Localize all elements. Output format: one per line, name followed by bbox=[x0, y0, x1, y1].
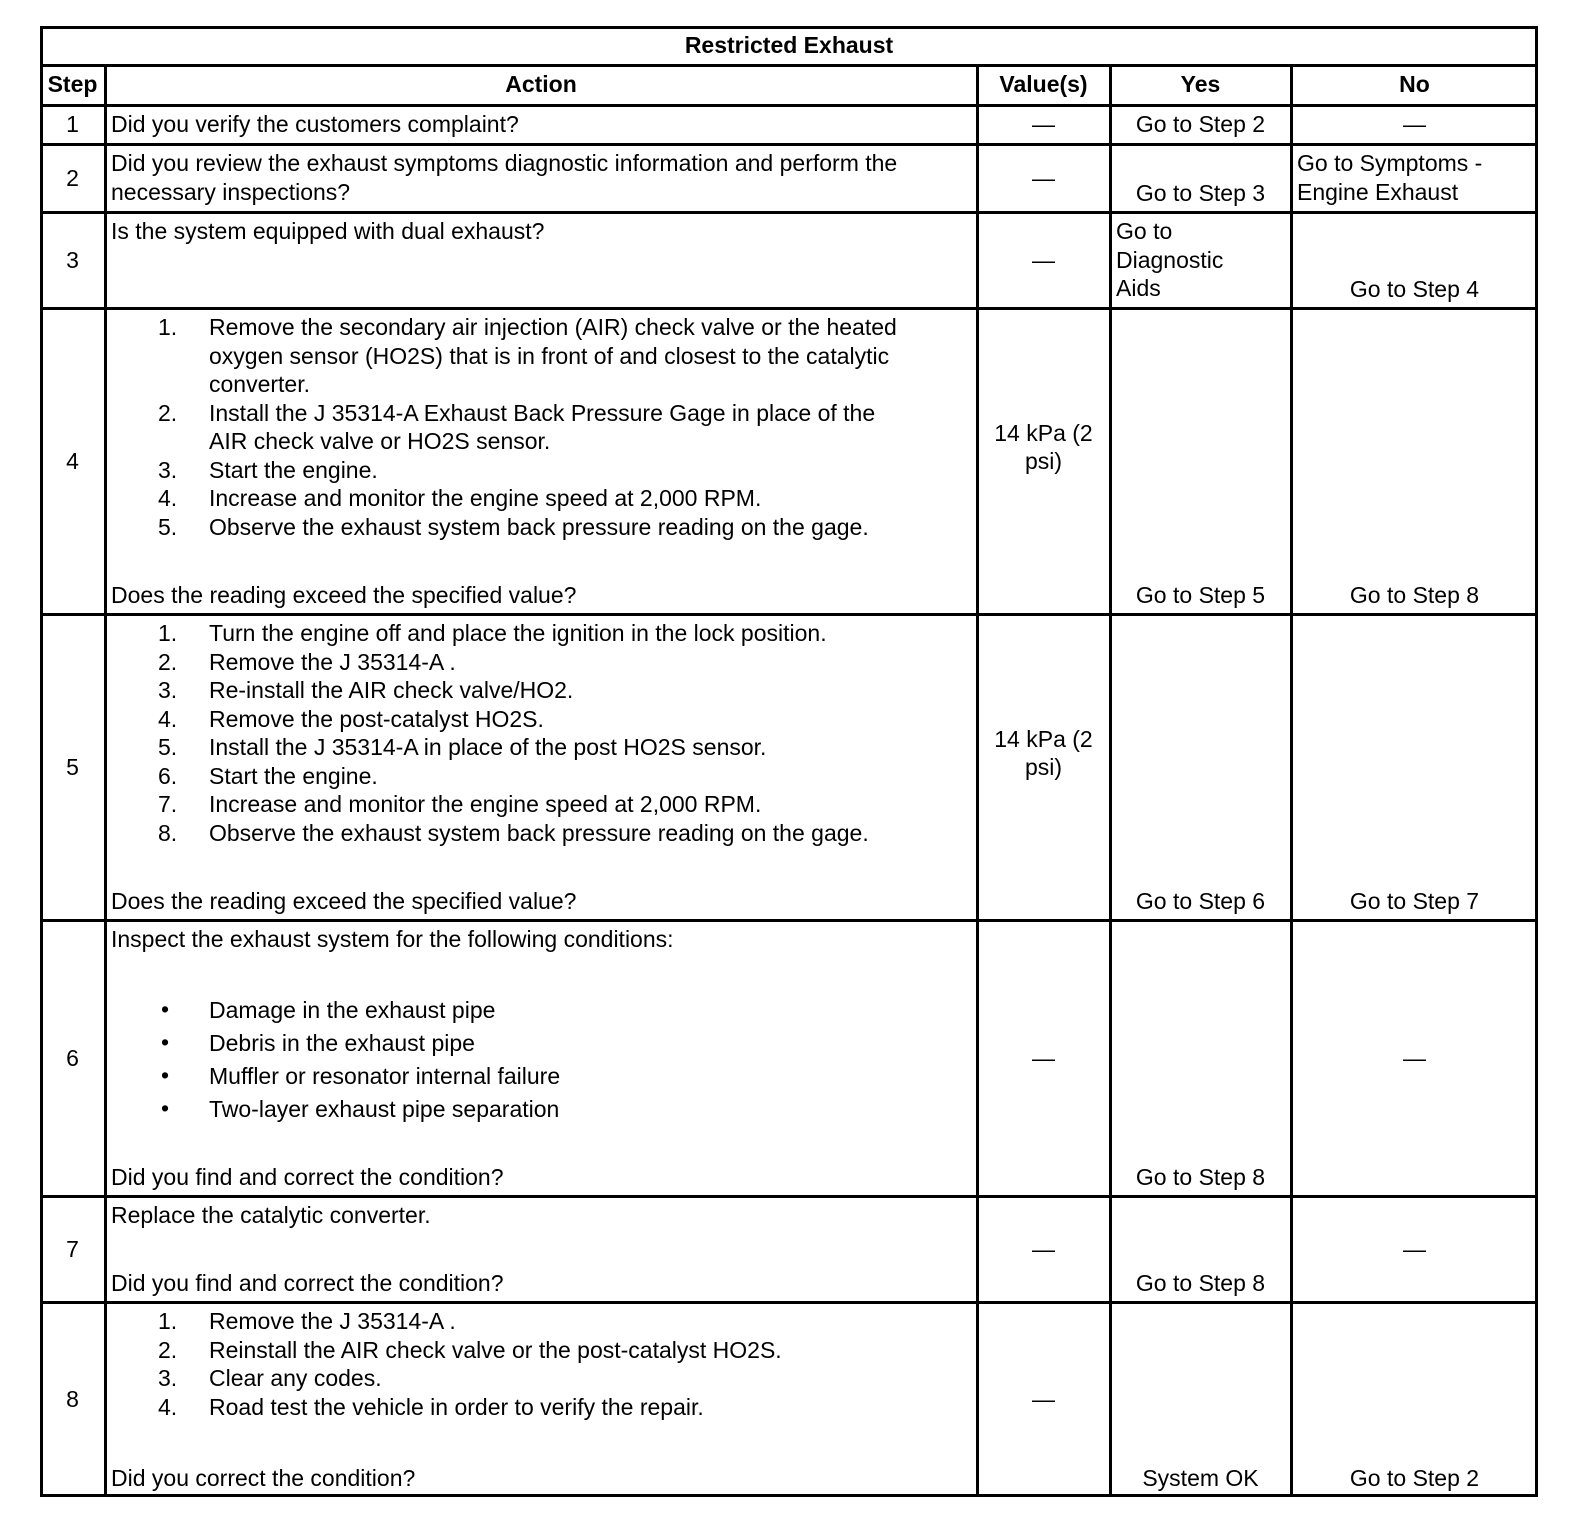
yes-cell: System OK bbox=[1142, 1464, 1259, 1491]
step-item-text: Re-install the AIR check valve/HO2. bbox=[209, 677, 574, 703]
yes-line: Diagnostic bbox=[1116, 246, 1224, 273]
bullet-icon: • bbox=[161, 995, 170, 1022]
step-item-text: Road test the vehicle in order to verify the repair. bbox=[209, 1393, 704, 1420]
step-item-text: Install the J 35314-A Exhaust Back Pressure Gage in place of the bbox=[209, 399, 876, 426]
table-border-top bbox=[40, 26, 1538, 29]
step-item-text: Remove the J 35314-A . bbox=[209, 1308, 456, 1334]
value-cell: — bbox=[1032, 1235, 1055, 1262]
step-item-text: Observe the exhaust system back pressure reading on the gage. bbox=[209, 513, 869, 540]
step-item-text: Increase and monitor the engine speed at 2,000 RPM. bbox=[209, 791, 762, 817]
value-line: psi) bbox=[1024, 754, 1063, 780]
step-number: 5 bbox=[66, 753, 79, 780]
header-action: Action bbox=[505, 71, 577, 97]
value-cell: — bbox=[1032, 164, 1055, 191]
step-item-number: 3. bbox=[158, 456, 178, 483]
step-item-number: 1. bbox=[158, 314, 178, 340]
step-item-number: 7. bbox=[158, 791, 178, 817]
step-item-text: oxygen sensor (HO2S) that is in front of and closest to the catalytic bbox=[209, 342, 890, 369]
table-border-bottom bbox=[40, 1494, 1538, 1497]
yes-cell: Go to Step 8 bbox=[1135, 1269, 1266, 1296]
step-number: 8 bbox=[66, 1386, 79, 1413]
yes-line: Go to bbox=[1116, 218, 1173, 244]
step-item-text: Remove the J 35314-A . bbox=[209, 648, 456, 675]
no-cell: Go to Step 2 bbox=[1349, 1464, 1480, 1491]
value-line: 14 kPa (2 bbox=[994, 725, 1093, 752]
no-cell: Go to Step 8 bbox=[1349, 581, 1480, 608]
step-item-text: Reinstall the AIR check valve or the post-catalyst HO2S. bbox=[209, 1336, 782, 1363]
no-cell: — bbox=[1403, 1235, 1426, 1262]
step-number: 7 bbox=[66, 1235, 79, 1262]
step-item-number: 4. bbox=[158, 485, 178, 511]
row-divider bbox=[40, 307, 1538, 310]
bullet-icon: • bbox=[161, 1094, 170, 1121]
header-no: No bbox=[1399, 71, 1430, 97]
step-item-number: 3. bbox=[158, 677, 178, 703]
action-question: Does the reading exceed the specified value? bbox=[111, 887, 577, 914]
step-item-number: 1. bbox=[158, 1308, 178, 1334]
step-item-text: Remove the post-catalyst HO2S. bbox=[209, 705, 544, 732]
no-cell: — bbox=[1403, 111, 1426, 138]
step-number: 3 bbox=[66, 246, 79, 273]
no-line: Engine Exhaust bbox=[1297, 178, 1459, 205]
step-item-number: 4. bbox=[158, 705, 178, 732]
step-item-text: Clear any codes. bbox=[209, 1365, 382, 1391]
yes-cell: Go to Step 5 bbox=[1135, 581, 1266, 608]
yes-line: Aids bbox=[1116, 275, 1161, 301]
step-item-text: Remove the secondary air injection (AIR) check valve or the heated bbox=[209, 314, 897, 340]
value-cell: — bbox=[1032, 1044, 1055, 1071]
step-item-number: 4. bbox=[158, 1393, 178, 1420]
yes-cell: Go to Step 2 bbox=[1135, 111, 1266, 138]
step-item-text: converter. bbox=[209, 371, 310, 397]
value-cell: — bbox=[1032, 1386, 1055, 1413]
restricted-exhaust-table bbox=[40, 26, 1538, 1497]
no-line: Go to Symptoms - bbox=[1297, 150, 1483, 176]
step-item-number: 1. bbox=[158, 620, 178, 646]
action-line: necessary inspections? bbox=[111, 178, 351, 205]
header-step: Step bbox=[47, 71, 98, 97]
step-item-number: 2. bbox=[158, 648, 178, 675]
row-divider bbox=[40, 64, 1538, 67]
bullet-text: Two-layer exhaust pipe separation bbox=[209, 1095, 560, 1122]
yes-cell: Go to Step 6 bbox=[1135, 887, 1266, 914]
step-item-text: AIR check valve or HO2S sensor. bbox=[209, 428, 551, 454]
yes-cell: Go to Step 8 bbox=[1135, 1163, 1266, 1190]
action-question: Did you correct the condition? bbox=[111, 1464, 416, 1491]
step-item-number: 8. bbox=[158, 819, 178, 846]
action-text: Did you verify the customers complaint? bbox=[111, 111, 519, 137]
yes-cell: Go to Step 3 bbox=[1135, 179, 1266, 206]
step-number: 6 bbox=[66, 1044, 79, 1071]
action-intro: Inspect the exhaust system for the following conditions: bbox=[111, 926, 674, 952]
bullet-icon: • bbox=[161, 1028, 170, 1055]
header-yes: Yes bbox=[1180, 71, 1221, 97]
step-number: 2 bbox=[66, 164, 79, 191]
value-cell: — bbox=[1032, 111, 1055, 138]
bullet-text: Damage in the exhaust pipe bbox=[209, 996, 496, 1023]
step-item-number: 5. bbox=[158, 513, 178, 540]
step-item-text: Install the J 35314-A in place of the post HO2S sensor. bbox=[209, 734, 767, 760]
row-divider bbox=[40, 211, 1538, 214]
step-item-text: Observe the exhaust system back pressure reading on the gage. bbox=[209, 819, 869, 846]
no-cell: Go to Step 4 bbox=[1349, 275, 1480, 302]
no-cell: Go to Step 7 bbox=[1349, 887, 1480, 914]
step-item-number: 5. bbox=[158, 734, 178, 760]
action-question: Did you find and correct the condition? bbox=[111, 1269, 504, 1296]
step-item-text: Start the engine. bbox=[209, 456, 378, 483]
action-question: Does the reading exceed the specified value? bbox=[111, 581, 577, 608]
step-item-text: Increase and monitor the engine speed at 2,000 RPM. bbox=[209, 485, 762, 511]
table-title: Restricted Exhaust bbox=[684, 32, 894, 58]
action-question: Did you find and correct the condition? bbox=[111, 1163, 504, 1190]
row-divider bbox=[40, 613, 1538, 616]
value-line: psi) bbox=[1024, 448, 1063, 474]
action-line: Did you review the exhaust symptoms diagnostic information and perform the bbox=[111, 150, 898, 176]
step-item-number: 2. bbox=[158, 399, 178, 426]
bullet-icon: • bbox=[161, 1061, 170, 1088]
action-text: Is the system equipped with dual exhaust? bbox=[111, 218, 545, 244]
step-item-number: 3. bbox=[158, 1365, 178, 1391]
value-cell: — bbox=[1032, 246, 1055, 273]
step-item-text: Turn the engine off and place the ignition in the lock position. bbox=[209, 620, 827, 646]
step-item-number: 2. bbox=[158, 1336, 178, 1363]
bullet-text: Debris in the exhaust pipe bbox=[209, 1029, 475, 1056]
step-number: 4 bbox=[66, 447, 79, 474]
bullet-text: Muffler or resonator internal failure bbox=[209, 1062, 561, 1089]
step-item-number: 6. bbox=[158, 762, 178, 789]
step-number: 1 bbox=[66, 111, 79, 138]
no-cell: — bbox=[1403, 1044, 1426, 1071]
value-line: 14 kPa (2 bbox=[994, 419, 1093, 446]
action-intro: Replace the catalytic converter. bbox=[111, 1202, 431, 1228]
step-item-text: Start the engine. bbox=[209, 762, 378, 789]
header-values: Value(s) bbox=[999, 71, 1088, 97]
